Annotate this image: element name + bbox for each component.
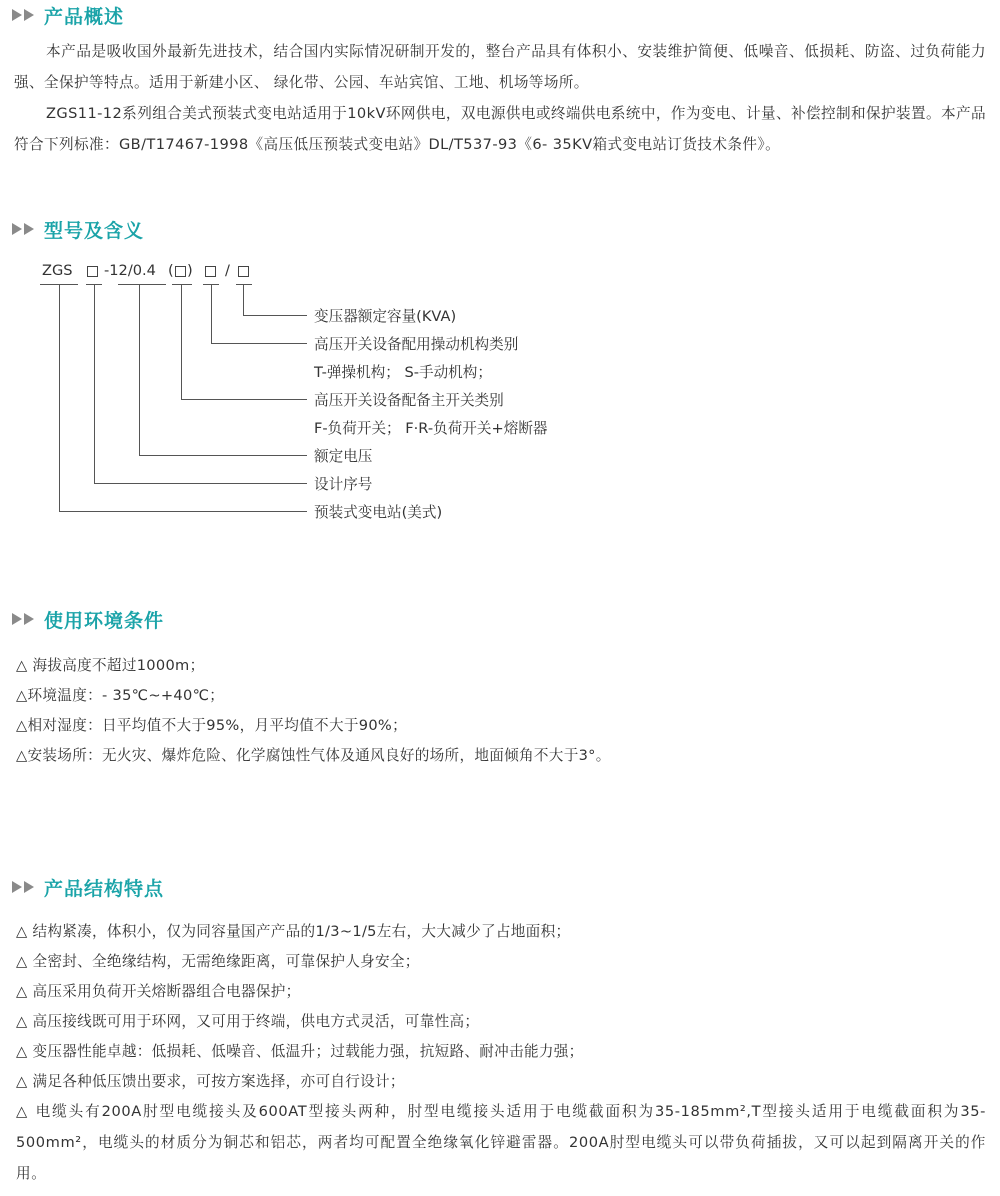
model-label: 高压开关设备配备主开关类别 <box>314 392 504 409</box>
overview-paragraph-1: 本产品是吸收国外最新先进技术，结合国内实际情况研制开发的，整台产品具有体积小、安装维护简便、低噪音、低损耗、防盗、过负荷能力强、全保护等特点。适用于新建小区、 绿化带、公园、车站宾馆、工地、机场等场所。 <box>14 43 986 91</box>
connector-line <box>94 483 307 484</box>
section-heading-overview <box>12 2 124 28</box>
model-label: 设计序号 <box>314 476 373 493</box>
model-code-paren-open: ( <box>168 262 174 279</box>
underline <box>172 284 192 285</box>
model-label: 变压器额定容量(KVA) <box>314 308 457 325</box>
double-arrow-icon <box>12 9 34 21</box>
list-item: △ 高压采用负荷开关熔断器组合电器保护； <box>16 983 301 1000</box>
section-title: 产品概述 <box>44 5 125 28</box>
connector-line <box>181 285 182 399</box>
underline <box>236 284 252 285</box>
connector-line <box>211 285 212 343</box>
double-arrow-icon <box>12 613 34 625</box>
list-item: △安装场所：无火灾、爆炸危险、化学腐蚀性气体及通风良好的场所，地面倾角不大于3°。 <box>16 747 611 764</box>
model-code-paren-close: ) <box>187 262 193 279</box>
model-code-mid: -12/0.4 <box>104 262 156 279</box>
placeholder-box-icon <box>87 266 98 277</box>
connector-line <box>94 285 95 483</box>
connector-line <box>211 343 307 344</box>
model-code-prefix: ZGS <box>42 262 73 279</box>
model-label: F-负荷开关； F·R-负荷开关+熔断器 <box>314 420 548 437</box>
placeholder-box-icon <box>238 266 249 277</box>
model-label: 额定电压 <box>314 448 373 465</box>
section-title: 产品结构特点 <box>44 877 165 900</box>
placeholder-box-icon <box>205 266 216 277</box>
list-item: △环境温度：- 35℃~+40℃； <box>16 687 225 704</box>
model-label: 高压开关设备配用操动机构类别 <box>314 336 519 353</box>
section-heading-model <box>12 216 144 242</box>
list-item: △ 变压器性能卓越：低损耗、低噪音、低温升；过载能力强，抗短路、耐冲击能力强； <box>16 1043 584 1060</box>
list-item: △ 高压接线既可用于环网，又可用于终端，供电方式灵活，可靠性高； <box>16 1013 480 1030</box>
connector-line <box>181 399 307 400</box>
list-item: △ 海拔高度不超过1000m； <box>16 657 205 674</box>
connector-line <box>243 285 244 315</box>
connector-line <box>59 285 60 511</box>
placeholder-box-icon <box>175 266 186 277</box>
list-item-multiline: △ 电缆头有200A肘型电缆接头及600AT型接头两种，肘型电缆接头适用于电缆截面积为35-185mm²,T型接头适用于电缆截面积为35-500mm²，电缆头的材质分为铜芯和铝芯，两者均可配置全绝缘氧化锌避雷器。200A肘型电缆头可以带负荷插拔，又可以起到隔离开关的作用。 <box>16 1103 986 1182</box>
section-heading-structure <box>12 874 164 900</box>
section-heading-environment <box>12 606 164 632</box>
list-item: △ 全密封、全绝缘结构，无需绝缘距离，可靠保护人身安全； <box>16 953 420 970</box>
overview-paragraph-2: ZGS11-12系列组合美式预装式变电站适用于10kV环网供电，双电源供电或终端供电系统中，作为变电、计量、补偿控制和保护装置。本产品符合下列标准：GB/T17467-1998《高压低压预装式变电站》DL/T537-93《6- 35KV箱式变电站订货技术条件》。 <box>14 105 986 153</box>
list-item: △ 满足各种低压馈出要求，可按方案选择，亦可自行设计； <box>16 1073 405 1090</box>
double-arrow-icon <box>12 881 34 893</box>
underline <box>118 284 166 285</box>
model-label: T-弹操机构； S-手动机构； <box>314 364 492 381</box>
connector-line <box>139 285 140 455</box>
section-title: 型号及含义 <box>44 219 145 242</box>
connector-line <box>139 455 307 456</box>
model-code-slash: / <box>225 262 230 279</box>
connector-line <box>59 511 307 512</box>
model-label: 预装式变电站(美式) <box>314 504 443 521</box>
double-arrow-icon <box>12 223 34 235</box>
list-item: △相对湿度：日平均值不大于95%，月平均值不大于90%； <box>16 717 407 734</box>
section-title: 使用环境条件 <box>44 609 165 632</box>
connector-line <box>243 315 307 316</box>
list-item: △ 结构紧凑，体积小，仅为同容量国产产品的1/3~1/5左右，大大减少了占地面积； <box>16 923 571 940</box>
